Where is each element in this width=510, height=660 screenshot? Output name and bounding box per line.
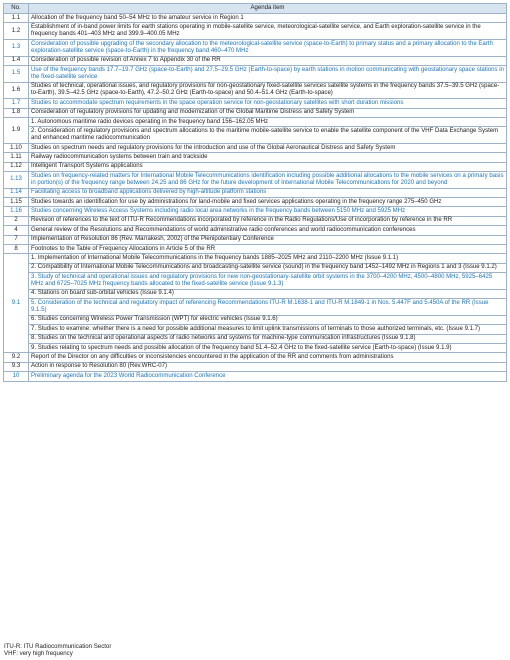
table-row: [4, 254, 507, 263]
table-row: [4, 82, 507, 99]
agenda-table-body: [4, 14, 507, 382]
table-row: [4, 273, 507, 290]
agenda-number: 1.10: [4, 143, 29, 152]
agenda-number: 8: [4, 245, 29, 254]
agenda-item-text: Studies towards an identification for use by administrations for land-mobile and fixed services applications operating in the frequency range 275–450 GHz: [29, 198, 507, 207]
agenda-subitem-text: 2. Consideration of regulatory provisions and spectrum allocations to the maritime mobile-satellite service to enable the satellite component of the VHF Data Exchange System and enhanced maritime radiocommunication: [29, 127, 507, 144]
agenda-item-text: Footnotes to the Table of Frequency Allocations in Article 5 of the RR: [29, 245, 507, 254]
table-row: [4, 235, 507, 244]
table-row: [4, 372, 507, 381]
table-row: [4, 226, 507, 235]
agenda-number: 1.4: [4, 56, 29, 65]
agenda-number: 1.13: [4, 172, 29, 189]
table-row: [4, 334, 507, 343]
table-row: [4, 127, 507, 144]
agenda-number: 1.8: [4, 108, 29, 117]
agenda-number: 1.1: [4, 14, 29, 23]
agenda-item-text: Studies of technical, operational issues, and regulatory provisions for non-geostationary fixed-satellite services satellite systems in the frequency bands 37.5–39.5 GHz (space-to-Earth), 39.5–42.5 GHz (space-to-Earth), 47.2–50.2 GHz (Earth-to-space) and 50.4–51.4 GHz (Earth-to-space): [29, 82, 507, 99]
agenda-number: 1.16: [4, 207, 29, 216]
table-header-row: [4, 4, 507, 14]
table-row: [4, 289, 507, 298]
agenda-number: 1.2: [4, 23, 29, 40]
agenda-item-text: Consideration of possible revision of Annex 7 to Appendix 30 of the RR: [29, 56, 507, 65]
agenda-item-text: Preliminary agenda for the 2023 World Radiocommunication Conference: [29, 372, 507, 381]
agenda-number: 1.5: [4, 65, 29, 82]
agenda-item-text: Use of the frequency bands 17.7–19.7 GHz (space-to-Earth) and 27.5–29.5 GHz (Earth-to-space) by earth stations in motion communicating with geostationary space stations in the fixed-satellite service: [29, 65, 507, 82]
agenda-item-text: General review of the Resolutions and Recommendations of world administrative radio conferences and world radiocommunication conferences: [29, 226, 507, 235]
agenda-subitem-text: 7. Studies to examine: whether there is a need for possible additional measures to limit uplink transmissions of terminals to those authorized terminals, etc. (Issue 9.1.7): [29, 325, 507, 334]
agenda-number: 2: [4, 216, 29, 225]
table-row: [4, 188, 507, 197]
footnote-vhf: VHF: very high frequency: [4, 650, 73, 657]
table-row: [4, 14, 507, 23]
table-row: [4, 23, 507, 40]
table-row: [4, 216, 507, 225]
agenda-item-text: Consideration of possible upgrading of the secondary allocation to the meteorological-satellite service (space-to-Earth) to primary status and a primary allocation to the Earth exploration-satellite service (space-to-Earth) in the frequency band 460–470 MHz: [29, 39, 507, 56]
table-row: [4, 65, 507, 82]
agenda-item-text: Report of the Director on any difficulties or inconsistencies encountered in the application of the RR and comments from administrations: [29, 353, 507, 362]
agenda-number: 1.3: [4, 39, 29, 56]
agenda-subitem-text: 8. Studies on the technical and operational aspects of radio networks and systems for machine-type communication infrastructures (Issue 9.1.8): [29, 334, 507, 343]
agenda-subitem-text: 1. Autonomous maritime radio devices operating in the frequency band 156–162.05 MHz: [29, 117, 507, 126]
agenda-number: 1.15: [4, 198, 29, 207]
table-row: [4, 117, 507, 126]
agenda-item-text: Facilitating access to broadband applications delivered by high-altitude platform stations: [29, 188, 507, 197]
table-row: [4, 172, 507, 189]
footnote-itu-r: ITU-R: ITU Radiocommunication Sector: [4, 643, 112, 650]
table-row: [4, 353, 507, 362]
table-row: [4, 153, 507, 162]
table-row: [4, 299, 507, 316]
table-row: [4, 325, 507, 334]
agenda-number: 9.1: [4, 254, 29, 353]
agenda-number: 1.11: [4, 153, 29, 162]
agenda-item-text: Railway radiocommunication systems between train and trackside: [29, 153, 507, 162]
agenda-number: 1.6: [4, 82, 29, 99]
table-row: [4, 343, 507, 352]
table-row: [4, 315, 507, 324]
agenda-item-text: Establishment of in-band power limits for earth stations operating in mobile-satellite service, meteorological-satellite service, and Earth exploration-satellite service in the frequency bands 401–403 MHz and 399.9–400.05 MHz: [29, 23, 507, 40]
table-row: [4, 245, 507, 254]
table-row: [4, 362, 507, 371]
agenda-item-text: Studies on spectrum needs and regulatory provisions for the introduction and use of the Global Aeronautical Distress and Safety System: [29, 143, 507, 152]
agenda-item-text: Action in response to Resolution 80 (Rev.WRC-07): [29, 362, 507, 371]
agenda-table: [3, 3, 507, 382]
agenda-number: 9.2: [4, 353, 29, 362]
agenda-number: 1.14: [4, 188, 29, 197]
agenda-number: 7: [4, 235, 29, 244]
agenda-item-text: Studies on frequency-related matters for International Mobile Telecommunications identification including possible additional allocations to the mobile services on a primary basis in portion(s) of the frequency range between 24.25 and 86 GHz for the future development of International Mobile Telecommunications for 2020 and beyond: [29, 172, 507, 189]
table-row: [4, 207, 507, 216]
agenda-item-text: Implementation of Resolution 86 (Rev. Marrakesh, 2002) of the Plenipotentiary Conference: [29, 235, 507, 244]
table-row: [4, 108, 507, 117]
agenda-subitem-text: 4. Stations on board sub-orbital vehicles (Issue 9.1.4): [29, 289, 507, 298]
agenda-number: 1.7: [4, 99, 29, 108]
footnotes: [4, 643, 111, 657]
agenda-item-text: Consideration of regulatory provisions for updating and modernization of the Global Maritime Distress and Safety System: [29, 108, 507, 117]
agenda-item-text: Intelligent Transport Systems applications: [29, 162, 507, 171]
agenda-subitem-text: 5. Consideration of the technical and regulatory impact of referencing Recommendations ITU-R M.1638-1 and ITU-R M.1849-1 in Nos. 5.447F and 5.450A of the RR (Issue 9.1.5): [29, 299, 507, 316]
table-row: [4, 39, 507, 56]
table-row: [4, 56, 507, 65]
table-row: [4, 99, 507, 108]
table-row: [4, 198, 507, 207]
agenda-item-text: Studies to accommodate spectrum requirements in the space operation service for non-geostationary satellites with short duration missions: [29, 99, 507, 108]
header-agenda-item: Agenda item: [29, 4, 507, 14]
table-row: [4, 143, 507, 152]
agenda-item-text: Studies concerning Wireless Access Systems including radio local area networks in the frequency bands between 5150 MHz and 5925 MHz: [29, 207, 507, 216]
agenda-number: 9.3: [4, 362, 29, 371]
agenda-subitem-text: 6. Studies concerning Wireless Power Transmission (WPT) for electric vehicles (Issue 9.1.6): [29, 315, 507, 324]
agenda-item-text: Allocation of the frequency band 50–54 MHz to the amateur service in Region 1: [29, 14, 507, 23]
agenda-subitem-text: 1. Implementation of International Mobile Telecommunications in the frequency bands 1885–2025 MHz and 2110–2200 MHz (Issue 9.1.1): [29, 254, 507, 263]
agenda-subitem-text: 9. Studies relating to spectrum needs and possible allocation of the frequency band 51.4–52.4 GHz to the fixed-satellite service (Earth-to-space) (Issue 9.1.9): [29, 343, 507, 352]
agenda-subitem-text: 3. Study of technical and operational issues and regulatory provisions for new non-geostationary-satellite orbit systems in the 3700–4200 MHz, 4500–4800 MHz, 5925–6425 MHz and 6725–7025 MHz frequency bands allocated to the fixed-satellite service (Issue 9.1.3): [29, 273, 507, 290]
agenda-number: 4: [4, 226, 29, 235]
agenda-number: 10: [4, 372, 29, 381]
table-row: [4, 263, 507, 272]
table-row: [4, 162, 507, 171]
header-no: No.: [4, 4, 29, 14]
agenda-subitem-text: 2. Compatibility of International Mobile Telecommunications and broadcasting-satellite service (sound) in the frequency band 1452–1492 MHz in Regions 1 and 3 (Issue 9.1.2): [29, 263, 507, 272]
agenda-item-text: Revision of references to the text of ITU-R Recommendations incorporated by reference in the Radio Regulations/Use of incorporation by reference in the RR: [29, 216, 507, 225]
agenda-number: 1.12: [4, 162, 29, 171]
agenda-number: 1.9: [4, 117, 29, 143]
